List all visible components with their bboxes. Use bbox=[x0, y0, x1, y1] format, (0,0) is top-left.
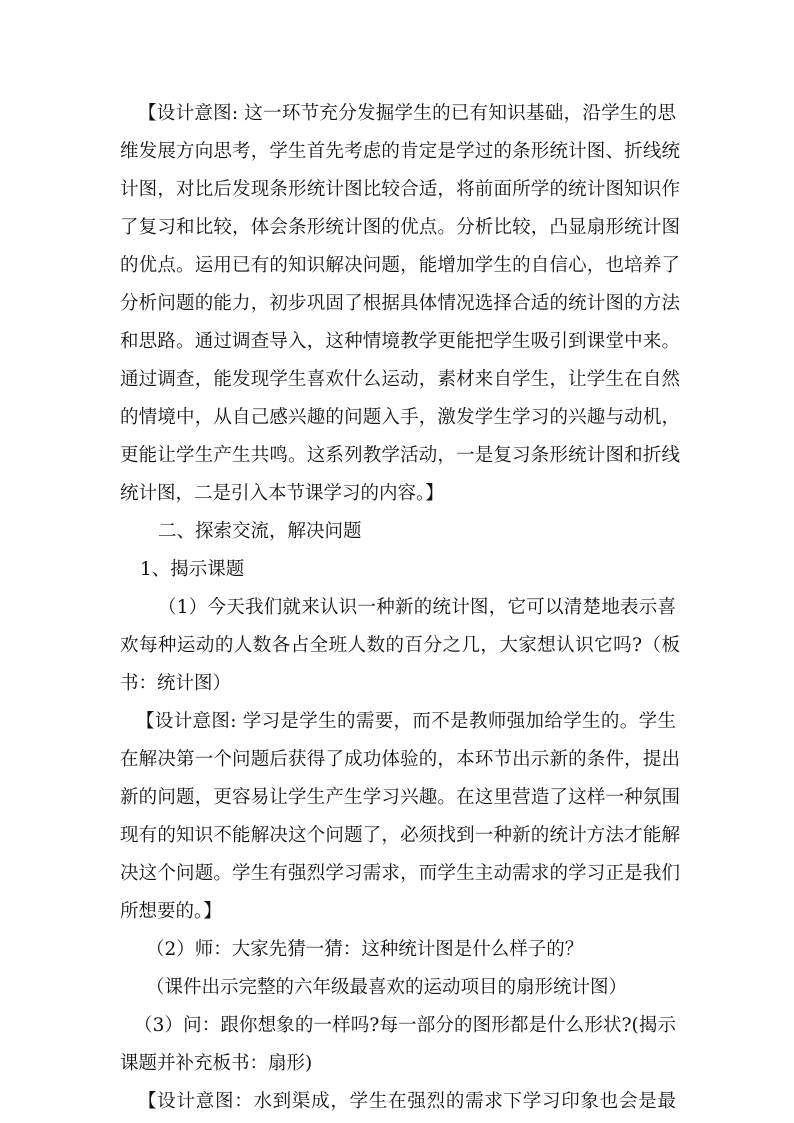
text-line: （3）问：跟你想象的一样吗?每一部分的图形都是什么形状?(揭示 bbox=[134, 1015, 676, 1036]
text-line: 的优点。运用已有的知识解决问题，能增加学生的自信心，也培养了 bbox=[120, 255, 680, 276]
text-line: 书：统计图） bbox=[120, 673, 232, 694]
text-line: 在解决第一个问题后获得了成功体验的，本环节出示新的条件，提出 bbox=[120, 749, 680, 770]
text-line: 【设计意图：水到渠成，学生在强烈的需求下学习印象也会是最 bbox=[138, 1091, 676, 1112]
text-line: 更能让学生产生共鸣。这系列教学活动，一是复习条形统计图和折线 bbox=[120, 445, 680, 466]
text-line: （课件出示完整的六年级最喜欢的运动项目的扇形统计图） bbox=[146, 977, 628, 998]
text-line: 【设计意图: 学习是学生的需要，而不是教师强加给学生的。学生 bbox=[136, 711, 676, 732]
text-line: 决这个问题。学生有强烈学习需求，而学生主动需求的学习正是我们 bbox=[120, 863, 680, 884]
text-line: 【设计意图: 这一环节充分发掘学生的已有知识基础，沿学生的思 bbox=[138, 103, 676, 124]
text-line: 新的问题，更容易让学生产生学习兴趣。在这里营造了这样一种氛围 bbox=[120, 787, 680, 808]
text-line: （2）师：大家先猜一猜：这种统计图是什么样子的？ bbox=[146, 939, 584, 960]
text-line: 现有的知识不能解决这个问题了，必须找到一种新的统计方法才能解 bbox=[120, 825, 680, 846]
text-line: 统计图，二是引入本节课学习的内容。】 bbox=[120, 483, 444, 504]
text-line: 课题并补充板书：扇形) bbox=[120, 1053, 313, 1074]
text-line: 维发展方向思考，学生首先考虑的肯定是学过的条形统计图、折线统 bbox=[120, 141, 680, 162]
text-line: 所想要的。】 bbox=[120, 901, 222, 922]
text-line: 的情境中，从自己感兴趣的问题入手，激发学生学习的兴趣与动机， bbox=[120, 407, 680, 428]
text-line: （1）今天我们就来认识一种新的统计图，它可以清楚地表示喜 bbox=[158, 597, 676, 618]
text-line: 分析问题的能力，初步巩固了根据具体情况选择合适的统计图的方法 bbox=[120, 293, 680, 314]
text-line: 计图，对比后发现条形统计图比较合适，将前面所学的统计图知识作 bbox=[120, 179, 680, 200]
text-line: 欢每种运动的人数各占全班人数的百分之几，大家想认识它吗?（板 bbox=[120, 635, 680, 656]
section-heading: 二、探索交流，解决问题 bbox=[158, 521, 362, 542]
text-line: 和思路。通过调查导入，这种情境教学更能把学生吸引到课堂中来。 bbox=[120, 331, 680, 352]
subsection-heading: 1、揭示课题 bbox=[140, 559, 245, 580]
text-line: 通过调查，能发现学生喜欢什么运动，素材来自学生，让学生在自然 bbox=[120, 369, 680, 390]
text-line: 了复习和比较，体会条形统计图的优点。分析比较，凸显扇形统计图 bbox=[120, 217, 680, 238]
